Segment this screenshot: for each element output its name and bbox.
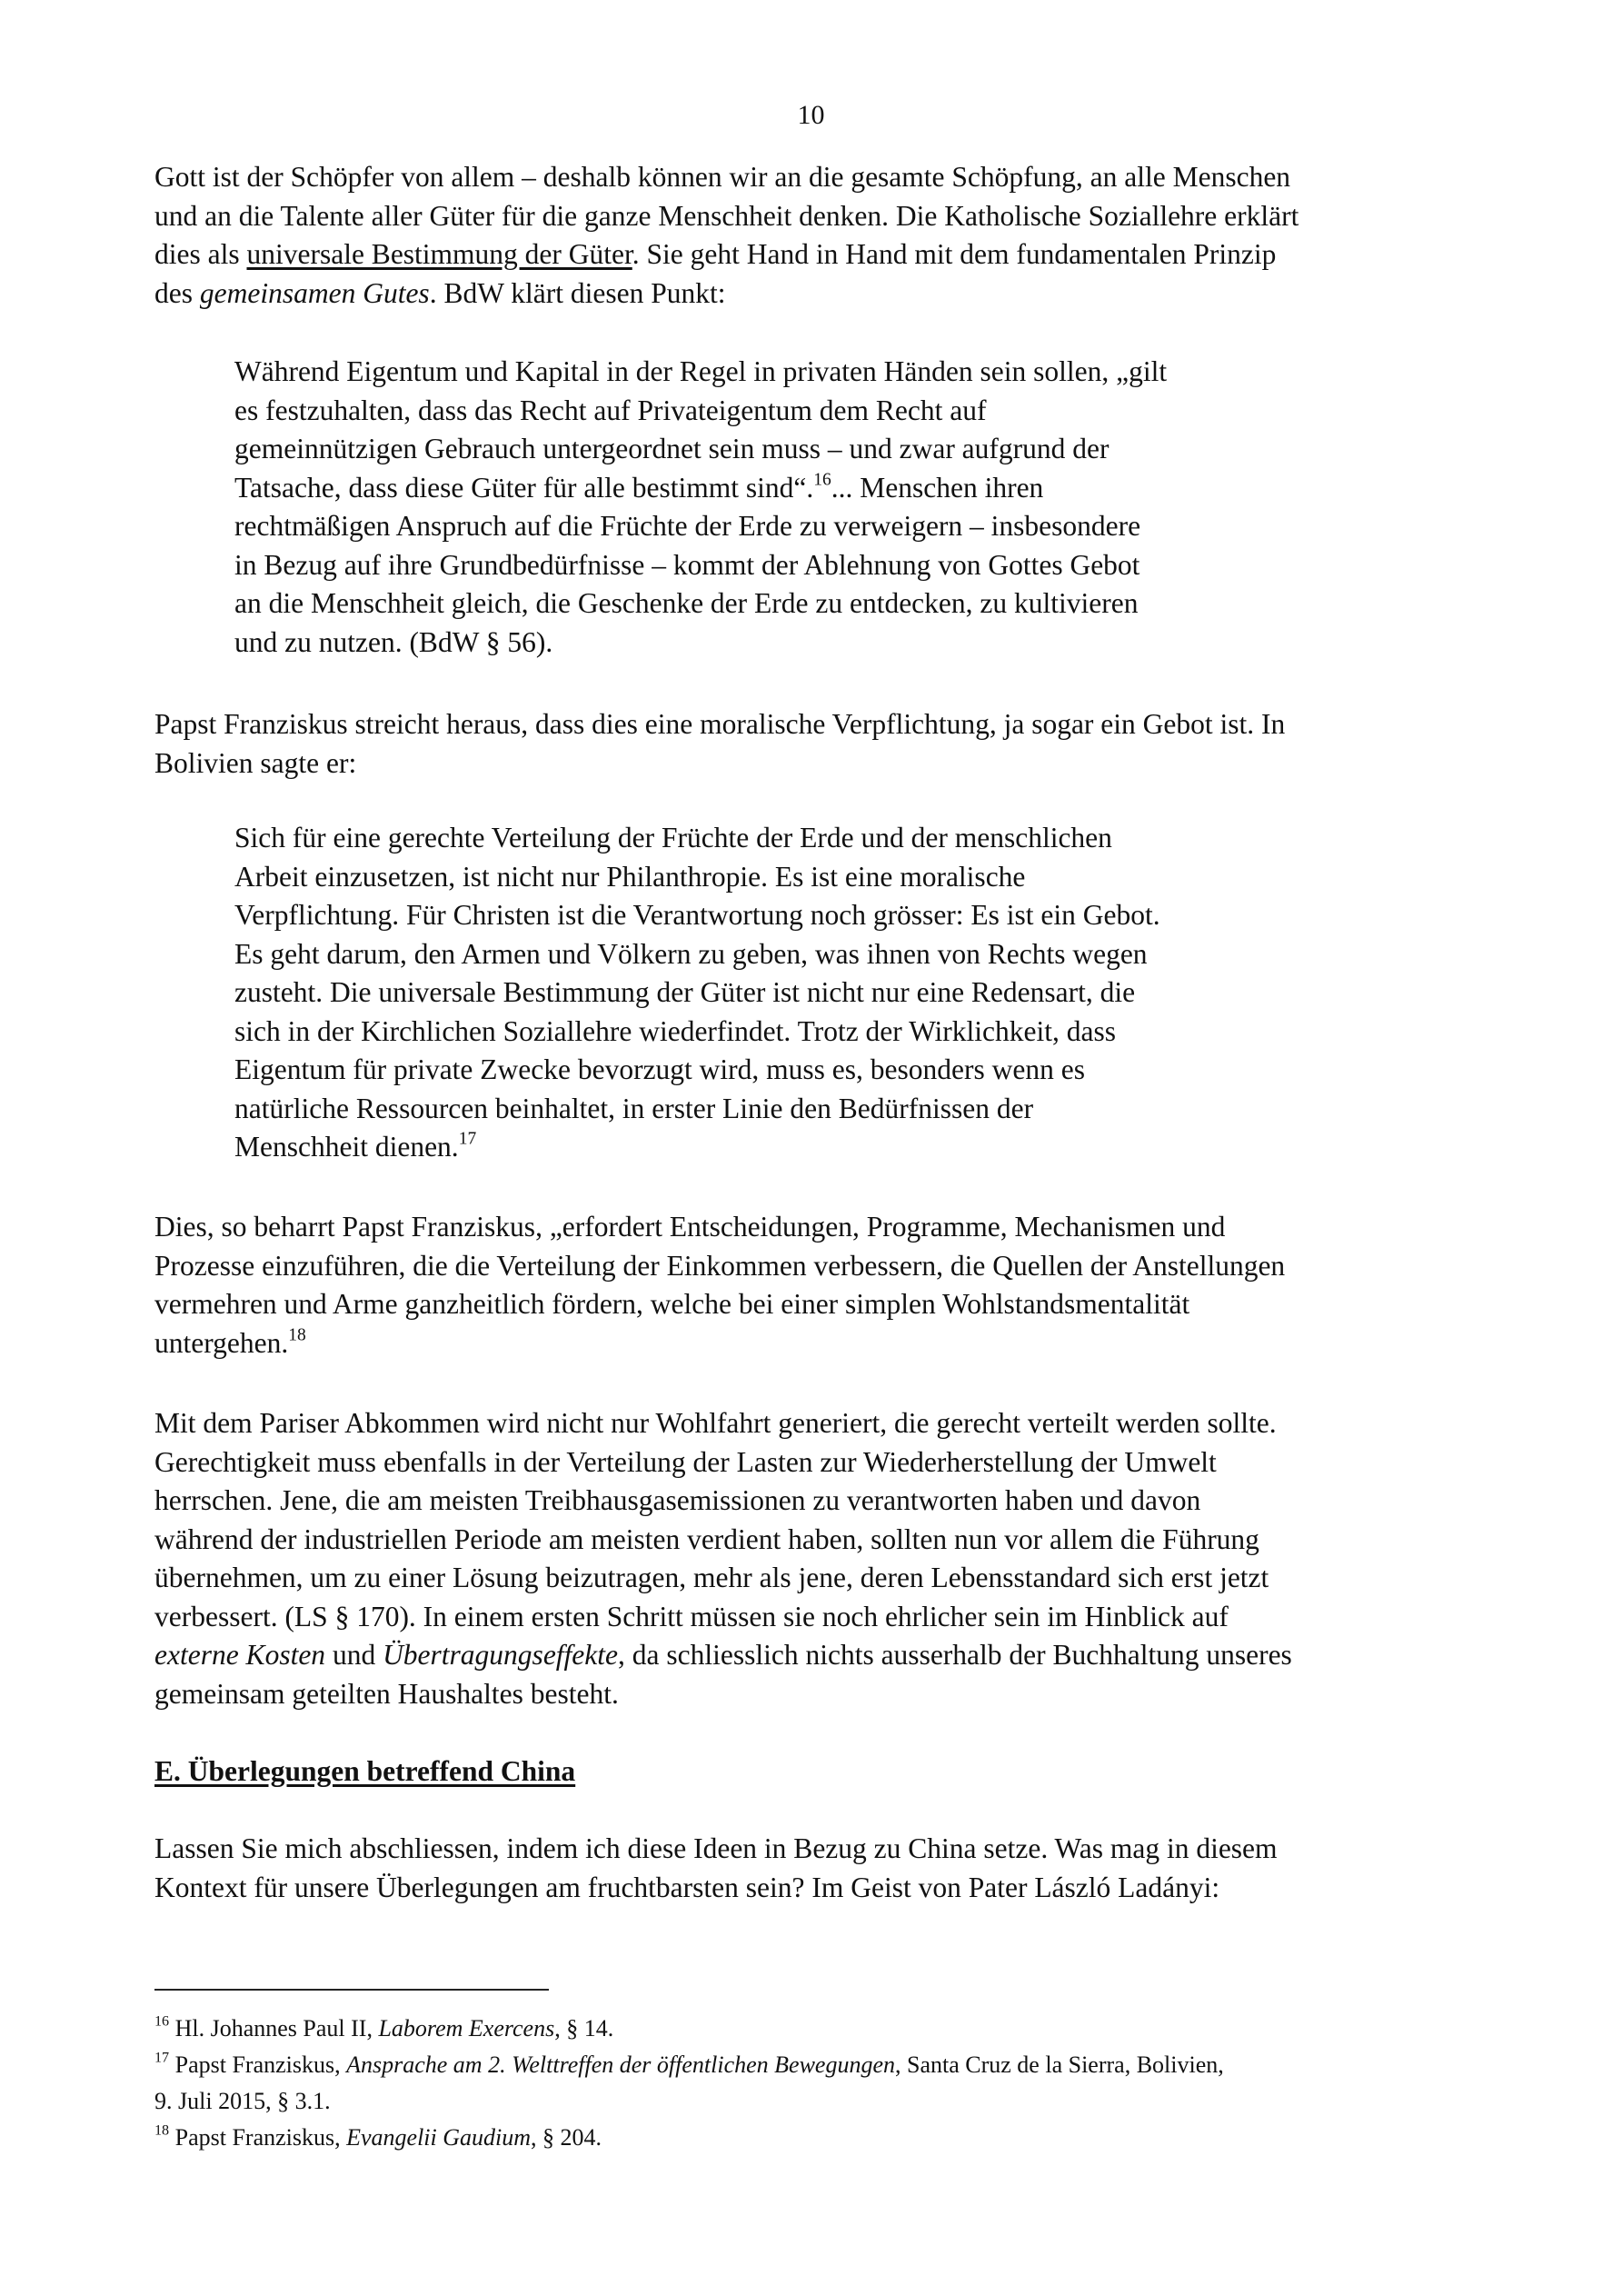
- text-line: [154, 158, 1299, 197]
- text-line: [234, 896, 1160, 935]
- footnote-line: [154, 2011, 1224, 2047]
- text-segment: Hl. Johannes Paul II,: [169, 2015, 379, 2041]
- text-segment: , Santa Cruz de la Sierra, Bolivien,: [895, 2051, 1224, 2078]
- text-segment: . BdW klärt diesen Punkt:: [429, 276, 726, 309]
- text-segment: Dies, so beharrt Papst Franziskus, „erfordert Entscheidungen, Programme, Mechanismen und: [154, 1211, 1226, 1243]
- footnote-ref: 17: [458, 1129, 477, 1149]
- paragraph: [154, 1208, 1285, 1363]
- text-segment: Eigentum für private Zwecke bevorzugt wird, muss es, besonders wenn es: [234, 1053, 1085, 1085]
- text-line: [154, 1752, 575, 1792]
- text-line: [154, 1559, 1292, 1598]
- text-segment: . Sie geht Hand in Hand mit dem fundamentalen Prinzip: [632, 238, 1277, 270]
- text-line: [234, 1128, 1160, 1167]
- text-segment: zusteht. Die universale Bestimmung der Güter ist nicht nur eine Redensart, die: [234, 976, 1136, 1008]
- emphasis-text: Übertragungseffekte: [383, 1639, 618, 1671]
- text-segment: Mit dem Pariser Abkommen wird nicht nur Wohlfahrt generiert, die gerecht verteilt werden sollte.: [154, 1407, 1277, 1439]
- text-line: [154, 1598, 1292, 1637]
- text-segment: und zu nutzen. (BdW § 56).: [234, 625, 553, 658]
- text-segment: Menschheit dienen.: [234, 1131, 459, 1163]
- text-line: [154, 744, 1285, 784]
- emphasis-text: Laborem Exercens: [378, 2015, 555, 2041]
- text-line: [234, 507, 1167, 546]
- text-segment: E. Überlegungen betreffend China: [154, 1755, 576, 1787]
- text-line: [234, 546, 1167, 585]
- text-line: [154, 1869, 1278, 1908]
- text-segment: herrschen. Jene, die am meisten Treibhausgasemissionen zu verantworten haben und davon: [154, 1484, 1201, 1516]
- text-segment: in Bezug auf ihre Grundbedürfnisse – kommt der Ablehnung von Gottes Gebot: [234, 548, 1140, 581]
- footnotes: [154, 2011, 1224, 2156]
- text-segment: Sich für eine gerechte Verteilung der Früchte der Erde und der menschlichen: [234, 822, 1112, 854]
- text-line: [154, 705, 1285, 744]
- page-number: 10: [797, 100, 825, 130]
- text-segment: rechtmäßigen Anspruch auf die Früchte der Erde zu verweigern – insbesondere: [234, 510, 1141, 542]
- text-line: [234, 353, 1167, 392]
- text-segment: gemeinsam geteilten Haushaltes besteht.: [154, 1677, 619, 1710]
- footnote-ref: 18: [288, 1324, 306, 1344]
- text-line: [154, 1285, 1285, 1324]
- text-segment: dies als: [154, 238, 247, 270]
- text-segment: sich in der Kirchlichen Soziallehre wiederfindet. Trotz der Wirklichkeit, dass: [234, 1014, 1117, 1047]
- text-segment: Lassen Sie mich abschliessen, indem ich diese Ideen in Bezug zu China setze. Was mag in diesem: [154, 1832, 1278, 1864]
- text-segment: Prozesse einzuführen, die die Verteilung der Einkommen verbessern, die Quellen der Anstellungen: [154, 1249, 1286, 1282]
- text-line: [234, 469, 1167, 508]
- text-line: [154, 1830, 1278, 1869]
- text-segment: Kontext für unsere Überlegungen am fruchtbarsten sein? Im Geist von Pater László Ladányi:: [154, 1871, 1220, 1903]
- text-segment: Arbeit einzusetzen, ist nicht nur Philanthropie. Es ist eine moralische: [234, 860, 1026, 893]
- text-segment: , § 204.: [531, 2124, 602, 2151]
- paragraph: [154, 705, 1285, 783]
- text-line: [234, 392, 1167, 431]
- text-segment: , da schliesslich nichts ausserhalb der Buchhaltung unseres: [618, 1639, 1292, 1671]
- footnote-ref: 16: [154, 2013, 170, 2030]
- text-segment: und an die Talente aller Güter für die ganze Menschheit denken. Die Katholische Soziallehre erklärt: [154, 199, 1299, 232]
- text-segment: während der industriellen Periode am meisten verdient haben, sollten nun vor allem die Führung: [154, 1522, 1259, 1555]
- text-line: [234, 935, 1160, 974]
- footnote-line: [154, 2083, 1224, 2120]
- emphasis-text: gemeinsamen Gutes: [199, 276, 430, 309]
- text-line: [154, 1247, 1285, 1286]
- text-line: [154, 235, 1299, 275]
- block-quote: [234, 353, 1167, 662]
- text-segment: Verpflichtung. Für Christen ist die Verantwortung noch grösser: Es ist ein Gebot.: [234, 899, 1160, 931]
- text-segment: Papst Franziskus,: [169, 2051, 347, 2078]
- text-segment: verbessert. (LS § 170). In einem ersten Schritt müssen sie noch ehrlicher sein im Hinblick auf: [154, 1600, 1229, 1632]
- text-line: [234, 858, 1160, 897]
- text-segment: natürliche Ressourcen beinhaltet, in erster Linie den Bedürfnissen der: [234, 1092, 1034, 1124]
- text-line: [154, 275, 1299, 314]
- text-segment: vermehren und Arme ganzheitlich fördern, welche bei einer simplen Wohlstandsmentalität: [154, 1288, 1190, 1320]
- text-line: [154, 1636, 1292, 1675]
- text-segment: , § 14.: [554, 2015, 614, 2041]
- text-line: [234, 973, 1160, 1013]
- paragraph: [154, 1404, 1292, 1713]
- emphasis-text: Evangelii Gaudium: [346, 2124, 532, 2151]
- text-line: [154, 1404, 1292, 1443]
- footnote-ref: 17: [154, 2050, 170, 2066]
- text-segment: Tatsache, dass diese Güter für alle bestimmt sind“.: [234, 471, 814, 504]
- footnote-separator: [154, 1989, 549, 1991]
- text-line: [154, 1324, 1285, 1363]
- text-line: [234, 819, 1160, 858]
- text-line: [234, 1051, 1160, 1090]
- text-line: [234, 1090, 1160, 1129]
- text-line: [234, 624, 1167, 663]
- text-line: [154, 1443, 1292, 1482]
- text-segment: Papst Franziskus,: [169, 2124, 347, 2151]
- text-line: [234, 584, 1167, 624]
- text-segment: Bolivien sagte er:: [154, 746, 357, 779]
- footnote-ref: 16: [813, 469, 831, 489]
- emphasis-text: externe Kosten: [154, 1639, 326, 1671]
- footnote-ref: 18: [154, 2122, 170, 2139]
- paragraph: [154, 158, 1299, 313]
- text-segment: Gott ist der Schöpfer von allem – deshalb können wir an die gesamte Schöpfung, an alle Menschen: [154, 161, 1291, 193]
- text-line: [154, 1482, 1292, 1521]
- text-segment: ... Menschen ihren: [831, 471, 1044, 504]
- text-line: [154, 1208, 1285, 1247]
- text-segment: es festzuhalten, dass das Recht auf Privateigentum dem Recht auf: [234, 394, 987, 426]
- text-segment: Es geht darum, den Armen und Völkern zu geben, was ihnen von Rechts wegen: [234, 937, 1148, 970]
- text-line: [154, 1675, 1292, 1714]
- text-segment: gemeinnützigen Gebrauch untergeordnet sein muss – und zwar aufgrund der: [234, 433, 1110, 464]
- text-segment: Während Eigentum und Kapital in der Regel in privaten Händen sein sollen, „gilt: [234, 355, 1168, 387]
- section-heading: [154, 1752, 575, 1792]
- footnote-line: [154, 2047, 1224, 2083]
- text-segment: des: [154, 276, 200, 309]
- text-line: [154, 1521, 1292, 1560]
- text-segment: Papst Franziskus streicht heraus, dass dies eine moralische Verpflichtung, ja sogar ein Gebot ist. In: [154, 708, 1286, 740]
- underlined-text: universale Bestimmung der Güter: [246, 238, 632, 270]
- text-segment: 9. Juli 2015, § 3.1.: [154, 2088, 331, 2114]
- text-segment: untergehen.: [154, 1326, 289, 1359]
- paragraph: [154, 1830, 1278, 1907]
- text-segment: und: [325, 1639, 383, 1671]
- text-segment: an die Menschheit gleich, die Geschenke der Erde zu entdecken, zu kultivieren: [234, 587, 1139, 619]
- text-line: [234, 1013, 1160, 1052]
- emphasis-text: Ansprache am 2. Welttreffen der öffentlichen Bewegungen: [346, 2051, 895, 2078]
- text-line: [234, 430, 1167, 469]
- footnote-line: [154, 2120, 1224, 2156]
- text-line: [154, 197, 1299, 236]
- text-segment: Gerechtigkeit muss ebenfalls in der Verteilung der Lasten zur Wiederherstellung der Umwelt: [154, 1445, 1217, 1478]
- block-quote: [234, 819, 1160, 1167]
- text-segment: übernehmen, um zu einer Lösung beizutragen, mehr als jene, deren Lebensstandard sich erst jetzt: [154, 1562, 1269, 1593]
